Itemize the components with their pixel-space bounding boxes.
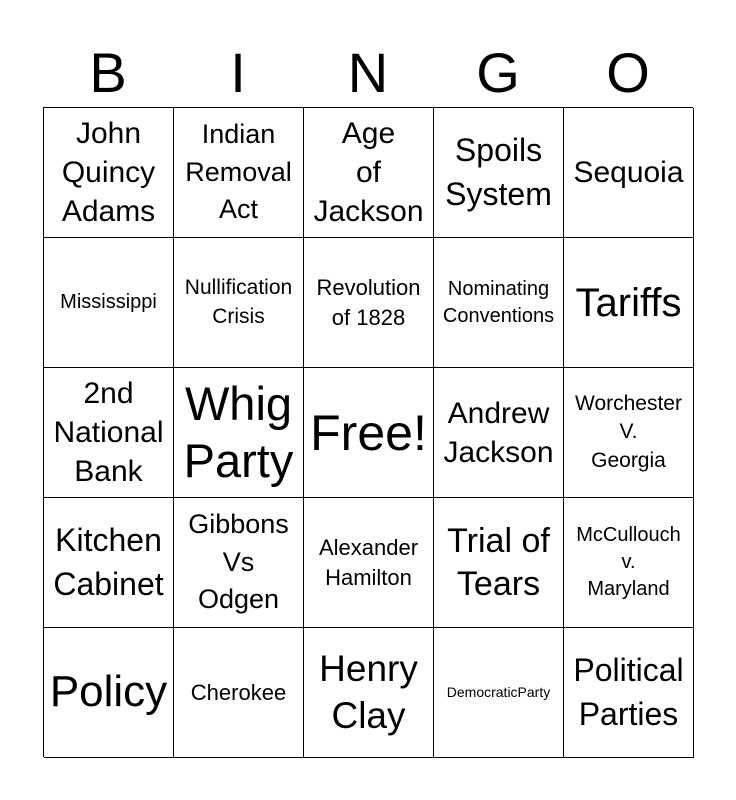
cell-label: Trial of Tears <box>447 522 550 603</box>
header-letter-g: G <box>476 41 520 104</box>
bingo-cell[interactable] <box>44 628 174 758</box>
cell-label: Tariffs <box>575 280 682 325</box>
header-letter-n: N <box>347 41 389 104</box>
bingo-board <box>43 107 693 757</box>
bingo-cell[interactable] <box>304 498 434 628</box>
cell-label: Revolution of 1828 <box>316 274 421 330</box>
cell-label: Cherokee <box>190 679 287 705</box>
cell-label: Alexander Hamilton <box>318 534 419 590</box>
cell-label: Sequoia <box>573 156 684 189</box>
cell-label: Mississippi <box>60 291 157 313</box>
cell-label: Political Parties <box>573 652 684 732</box>
bingo-cell[interactable] <box>564 108 694 238</box>
cell-label: McCullouch v. Maryland <box>576 524 681 600</box>
bingo-cell[interactable] <box>564 238 694 368</box>
header-letter-i: I <box>230 41 246 104</box>
bingo-cell[interactable] <box>44 498 174 628</box>
bingo-cell[interactable] <box>434 368 564 498</box>
cell-label: Nominating Conventions <box>442 277 555 327</box>
free-space-label: Free! <box>310 404 427 461</box>
bingo-cell[interactable] <box>174 498 304 628</box>
bingo-cell[interactable] <box>304 238 434 368</box>
bingo-cell[interactable] <box>564 368 694 498</box>
bingo-cell[interactable] <box>304 108 434 238</box>
bingo-cell[interactable] <box>44 368 174 498</box>
cell-label: Whig Party <box>183 377 294 487</box>
cell-label: Henry Clay <box>319 648 418 736</box>
bingo-cell[interactable] <box>564 628 694 758</box>
bingo-cell[interactable] <box>434 108 564 238</box>
cell-label: Spoils System <box>445 132 552 212</box>
bingo-cell[interactable] <box>304 628 434 758</box>
bingo-cell[interactable] <box>174 368 304 498</box>
bingo-cell[interactable] <box>44 108 174 238</box>
bingo-cell[interactable] <box>434 498 564 628</box>
cell-label: John Quincy Adams <box>61 117 156 228</box>
cell-label: Kitchen Cabinet <box>53 522 164 602</box>
cell-label: Age of Jackson <box>313 117 424 228</box>
cell-label: DemocraticParty <box>446 684 551 701</box>
bingo-cell[interactable] <box>174 108 304 238</box>
cell-label: Policy <box>49 667 168 717</box>
header-letter-b: B <box>89 41 127 104</box>
bingo-cell[interactable] <box>434 628 564 758</box>
bingo-header <box>43 40 693 106</box>
cell-label: Worchester V. Georgia <box>575 391 682 472</box>
cell-label: 2nd National Bank <box>53 377 164 488</box>
cell-label: Indian Removal Act <box>185 118 292 225</box>
header-letter-o: O <box>606 41 650 104</box>
bingo-cell[interactable] <box>434 238 564 368</box>
bingo-cell[interactable] <box>564 498 694 628</box>
bingo-cell[interactable] <box>44 238 174 368</box>
bingo-cell free-space[interactable] <box>304 368 434 498</box>
cell-label: Gibbons Vs Odgen <box>188 508 289 615</box>
cell-label: Andrew Jackson <box>443 396 554 469</box>
bingo-cell[interactable] <box>174 628 304 758</box>
cell-label: Nullification Crisis <box>184 276 293 328</box>
bingo-cell[interactable] <box>174 238 304 368</box>
